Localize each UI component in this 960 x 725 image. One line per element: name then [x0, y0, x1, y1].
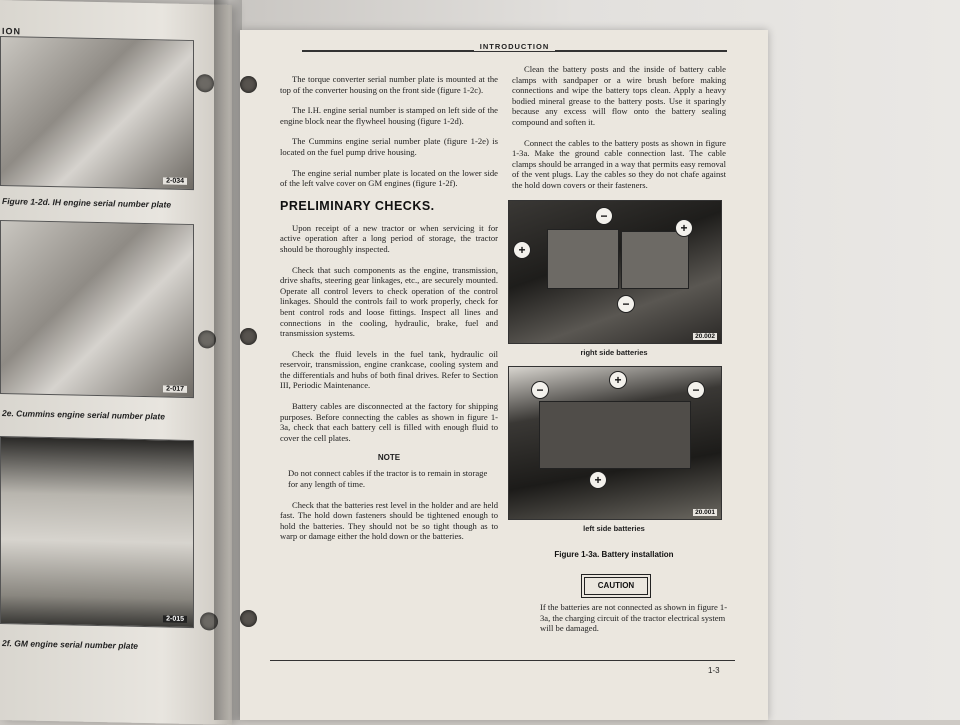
- figure-caption: 2f. GM engine serial number plate: [2, 638, 139, 651]
- text-column-right: [512, 64, 726, 201]
- photo-number: 2-015: [163, 615, 187, 623]
- positive-terminal-icon: +: [609, 371, 627, 389]
- paragraph: The engine serial number plate is located on the lower side of the left valve cover on GM engines (figure 1-2f).: [280, 167, 498, 189]
- binder-hole: [240, 328, 257, 345]
- caution-text: If the batteries are not connected as shown in figure 1-3a, the charging circuit of the tractor electrical system will be damaged.: [540, 602, 728, 634]
- figure-subcaption: left side batteries: [583, 524, 645, 533]
- binder-hole: [240, 610, 257, 627]
- note-text: Do not connect cables if the tractor is to remain in storage for any length of time.: [288, 468, 488, 490]
- caution-box: CAUTION: [584, 577, 648, 595]
- photo-number: 2-017: [163, 385, 187, 393]
- cummins-engine-photo: [0, 220, 194, 398]
- paragraph: Check the fluid levels in the fuel tank, hydraulic oil reservoir, transmission, engine crankcase, cooling system and the differentials and hubs of both final drives. Refer to Section III, Periodic Maintenance.: [280, 348, 498, 391]
- paragraph: Check that the batteries rest level in the holder and are held fast. The hold down fasteners should be tightened enough to hold the batteries. They should not be so tight though as to warp or damage either the hold down or the batteries.: [280, 499, 498, 542]
- left-page: [0, 0, 232, 725]
- battery: [547, 229, 619, 289]
- figure-caption: Figure 1-2d. IH engine serial number plate: [2, 196, 172, 210]
- paragraph: Check that such components as the engine, transmission, drive shafts, steering gear linkages, etc., are securely mounted. Operate all control levers to check operation of the control linkages. Should the controls fail to work properly, check for bent control rods and loose fittings. Inspect all lines and connections in the cooling, hydraulic, brake, fuel and transmission systems.: [280, 264, 498, 339]
- ih-engine-photo: [0, 36, 194, 190]
- section-title: PRELIMINARY CHECKS.: [280, 198, 435, 213]
- paragraph: The torque converter serial number plate is mounted at the top of the converter housing on the front side (figure 1-2c).: [280, 74, 498, 95]
- positive-terminal-icon: +: [675, 219, 693, 237]
- paragraph: Connect the cables to the battery posts as shown in figure 1-3a. Make the ground cable connection last. The cable clamps should be arranged in a way that permits easy removal of the vent plugs. Lay the cables so they do not chafe against the hold down covers or their fasteners.: [512, 137, 726, 190]
- left-page-header: ION: [2, 26, 22, 37]
- paragraph: Upon receipt of a new tractor or when servicing it for active operation after a long period of storage, the tractor should be thoroughly inspected.: [280, 222, 498, 254]
- figure-caption: Figure 1-3a. Battery installation: [554, 550, 674, 559]
- positive-terminal-icon: +: [513, 241, 531, 259]
- binder-hole: [240, 76, 257, 93]
- note-title: NOTE: [377, 453, 401, 463]
- figure-caption: 2e. Cummins engine serial number plate: [2, 408, 165, 422]
- negative-terminal-icon: −: [531, 381, 549, 399]
- figure-number: 20.001: [695, 509, 715, 516]
- figure-subcaption: right side batteries: [580, 348, 648, 357]
- paragraph: Battery cables are disconnected at the factory for shipping purposes. Before connecting the cables as shown in figure 1-3a, check that each battery cell is filled with enough fluid to cover the cell plates.: [280, 401, 498, 443]
- page-number: 1-3: [708, 666, 720, 675]
- page-header: [302, 42, 727, 64]
- battery: [539, 401, 691, 469]
- text-column-left: [280, 74, 498, 552]
- binding-gutter: [214, 0, 242, 720]
- figure-number: 20.002: [695, 333, 715, 340]
- paragraph: Clean the battery posts and the inside of battery cable clamps with sandpaper or a wire brush before making connections and wipe the battery tops clean. Apply a heavy bodied mineral grease to the battery posts. Use it sparingly because any excess will flow onto the battery sealing compound and soften it.: [512, 64, 726, 127]
- negative-terminal-icon: −: [595, 207, 613, 225]
- positive-terminal-icon: +: [589, 471, 607, 489]
- photo-number: 2-034: [163, 177, 187, 185]
- page-header-title: INTRODUCTION: [474, 42, 556, 51]
- paragraph: The Cummins engine serial number plate (figure 1-2e) is located on the fuel pump drive housing.: [280, 136, 498, 157]
- left-side-batteries-photo: [508, 366, 722, 520]
- right-page: [240, 30, 768, 720]
- footer-rule: [270, 660, 735, 661]
- paragraph: The I.H. engine serial number is stamped on left side of the engine block near the flywheel housing (figure 1-2d).: [280, 105, 498, 126]
- binder-hole: [196, 74, 214, 92]
- negative-terminal-icon: −: [617, 295, 635, 313]
- battery: [621, 231, 689, 289]
- right-side-batteries-photo: [508, 200, 722, 344]
- negative-terminal-icon: −: [687, 381, 705, 399]
- gm-engine-photo: [0, 436, 194, 628]
